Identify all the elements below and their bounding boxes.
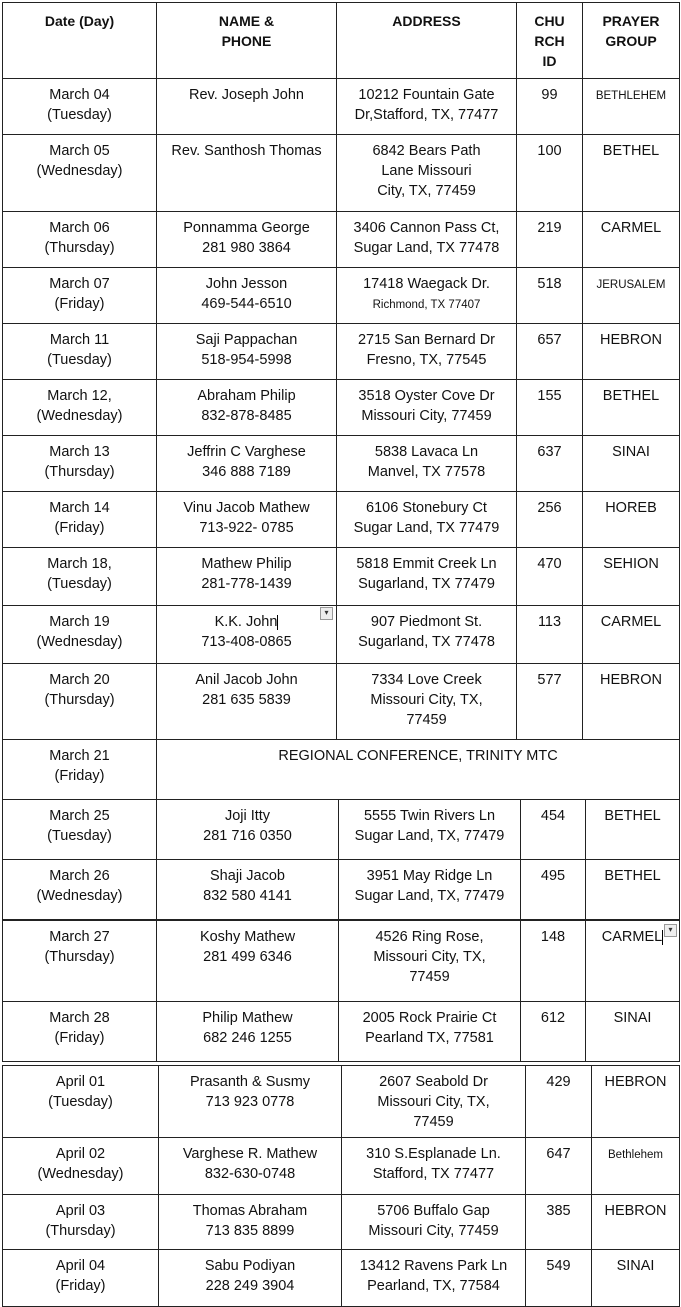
date-cell: March 26 (Wednesday) <box>3 860 157 920</box>
name-phone-cell: Anil Jacob John 281 635 5839 <box>157 664 337 740</box>
name-phone-cell: John Jesson 469-544-6510 <box>157 268 337 324</box>
church-id-cell: 429 <box>526 1066 592 1138</box>
name-phone-cell: Sabu Podiyan 228 249 3904 <box>159 1250 342 1307</box>
prayer-group-cell: BETHLEHEM <box>583 79 680 135</box>
church-id-cell: 657 <box>517 324 583 380</box>
prayer-group-cell: HOREB <box>583 492 680 548</box>
table-row <box>3 1195 680 1250</box>
prayer-group-cell: HEBRON <box>583 664 680 740</box>
address-cell: 3951 May Ridge Ln Sugar Land, TX, 77479 <box>339 860 521 920</box>
church-id-cell: 495 <box>521 860 586 920</box>
prayer-group-cell: Bethlehem <box>592 1138 680 1195</box>
address-cell: 5706 Buffalo Gap Missouri City, 77459 <box>342 1195 526 1250</box>
name-phone-cell: Prasanth & Susmy 713 923 0778 <box>159 1066 342 1138</box>
prayer-group-cell: SINAI <box>586 1002 680 1062</box>
table-row <box>3 1066 680 1138</box>
name-phone-cell: Varghese R. Mathew 832-630-0748 <box>159 1138 342 1195</box>
name-phone-cell: Thomas Abraham 713 835 8899 <box>159 1195 342 1250</box>
prayer-group-cell: CARMEL <box>583 212 680 268</box>
name-phone-cell: Rev. Santhosh Thomas <box>157 135 337 212</box>
church-id-cell: 454 <box>521 800 586 860</box>
prayer-group-cell: CARMEL <box>583 606 680 664</box>
table-row <box>3 548 680 606</box>
name-phone-cell: Shaji Jacob 832 580 4141 <box>157 860 339 920</box>
address-cell: 6106 Stonebury Ct Sugar Land, TX 77479 <box>337 492 517 548</box>
table-row <box>3 135 680 212</box>
prayer-group-cell: JERUSALEM <box>583 268 680 324</box>
name-phone-cell: K.K. John 713-408-0865 <box>157 606 337 664</box>
table-row <box>3 324 680 380</box>
header-date: Date (Day) <box>3 3 157 79</box>
date-cell: March 19 (Wednesday) <box>3 606 157 664</box>
address-cell: 3406 Cannon Pass Ct, Sugar Land, TX 77478 <box>337 212 517 268</box>
church-id-cell: 637 <box>517 436 583 492</box>
schedule-table-1 <box>2 2 680 740</box>
address-cell: 5818 Emmit Creek Ln Sugarland, TX 77479 <box>337 548 517 606</box>
name-phone-cell: Rev. Joseph John <box>157 79 337 135</box>
address-cell: 2005 Rock Prairie Ct Pearland TX, 77581 <box>339 1002 521 1062</box>
address-cell: 5838 Lavaca Ln Manvel, TX 77578 <box>337 436 517 492</box>
schedule-table-4 <box>2 1065 680 1307</box>
table-row <box>3 860 680 920</box>
address-cell: 6842 Bears Path Lane Missouri City, TX, 77459 <box>337 135 517 212</box>
table-row <box>3 1138 680 1195</box>
prayer-group-cell: HEBRON <box>592 1066 680 1138</box>
header-name-phone: NAME & PHONE <box>157 3 337 79</box>
date-cell: March 06 (Thursday) <box>3 212 157 268</box>
name-phone-cell: Abraham Philip 832-878-8485 <box>157 380 337 436</box>
table-row <box>3 436 680 492</box>
date-cell: March 07 (Friday) <box>3 268 157 324</box>
name-phone-cell: Vinu Jacob Mathew 713-922- 0785 <box>157 492 337 548</box>
church-id-cell: 99 <box>517 79 583 135</box>
church-id-cell: 148 <box>521 921 586 1002</box>
date-cell: April 03 (Thursday) <box>3 1195 159 1250</box>
table-row <box>3 1002 680 1062</box>
table-row <box>3 606 680 664</box>
name-phone-cell: Saji Pappachan 518-954-5998 <box>157 324 337 380</box>
table-row <box>3 1250 680 1307</box>
date-cell: March 04 (Tuesday) <box>3 79 157 135</box>
prayer-group-cell: SINAI <box>592 1250 680 1307</box>
table-row <box>3 380 680 436</box>
name-phone-cell: Mathew Philip 281-778-1439 <box>157 548 337 606</box>
address-cell: 310 S.Esplanade Ln. Stafford, TX 77477 <box>342 1138 526 1195</box>
header-prayer-group: PRAYER GROUP <box>583 3 680 79</box>
date-cell: March 14 (Friday) <box>3 492 157 548</box>
dropdown-arrow-icon[interactable]: ▾ <box>664 924 677 937</box>
table-row <box>3 800 680 860</box>
address-cell: 5555 Twin Rivers Ln Sugar Land, TX, 77479 <box>339 800 521 860</box>
address-cell: 3518 Oyster Cove Dr Missouri City, 77459 <box>337 380 517 436</box>
name-phone-cell: Koshy Mathew 281 499 6346 <box>157 921 339 1002</box>
church-id-cell: 113 <box>517 606 583 664</box>
prayer-group-cell: HEBRON <box>592 1195 680 1250</box>
date-cell: March 27 (Thursday) <box>3 921 157 1002</box>
table-row <box>3 492 680 548</box>
church-id-cell: 549 <box>526 1250 592 1307</box>
prayer-group-cell: BETHEL <box>586 800 680 860</box>
prayer-group-cell: BETHEL <box>583 380 680 436</box>
church-id-cell: 577 <box>517 664 583 740</box>
prayer-group-cell: BETHEL <box>586 860 680 920</box>
conference-cell: REGIONAL CONFERENCE, TRINITY MTC <box>157 740 680 800</box>
dropdown-arrow-icon[interactable]: ▾ <box>320 607 333 620</box>
church-id-cell: 518 <box>517 268 583 324</box>
address-cell: 4526 Ring Rose, Missouri City, TX, 77459 <box>339 921 521 1002</box>
header-row <box>3 3 680 79</box>
prayer-group-cell: BETHEL <box>583 135 680 212</box>
church-id-cell: 647 <box>526 1138 592 1195</box>
schedule-table-3 <box>2 920 680 1062</box>
date-cell: March 11 (Tuesday) <box>3 324 157 380</box>
church-id-cell: 470 <box>517 548 583 606</box>
church-id-cell: 100 <box>517 135 583 212</box>
date-cell: March 13 (Thursday) <box>3 436 157 492</box>
header-church-id: CHU RCH ID <box>517 3 583 79</box>
prayer-group-cell: SEHION <box>583 548 680 606</box>
table-row <box>3 268 680 324</box>
church-id-cell: 385 <box>526 1195 592 1250</box>
schedule-table-2 <box>2 739 680 920</box>
church-id-cell: 612 <box>521 1002 586 1062</box>
date-cell: March 21 (Friday) <box>3 740 157 800</box>
address-cell: 7334 Love Creek Missouri City, TX, 77459 <box>337 664 517 740</box>
date-cell: April 04 (Friday) <box>3 1250 159 1307</box>
date-cell: March 28 (Friday) <box>3 1002 157 1062</box>
date-cell: March 20 (Thursday) <box>3 664 157 740</box>
table-row <box>3 664 680 740</box>
address-cell: 10212 Fountain Gate Dr,Stafford, TX, 77477 <box>337 79 517 135</box>
date-cell: March 25 (Tuesday) <box>3 800 157 860</box>
name-phone-cell: Joji Itty 281 716 0350 <box>157 800 339 860</box>
date-cell: April 01 (Tuesday) <box>3 1066 159 1138</box>
address-cell: 2715 San Bernard Dr Fresno, TX, 77545 <box>337 324 517 380</box>
prayer-group-cell: CARMEL <box>586 921 680 1002</box>
address-cell: 17418 Waegack Dr. Richmond, TX 77407 <box>337 268 517 324</box>
date-cell: April 02 (Wednesday) <box>3 1138 159 1195</box>
date-cell: March 12, (Wednesday) <box>3 380 157 436</box>
table-row <box>3 79 680 135</box>
name-phone-cell: Philip Mathew 682 246 1255 <box>157 1002 339 1062</box>
header-address: ADDRESS <box>337 3 517 79</box>
address-cell: 13412 Ravens Park Ln Pearland, TX, 77584 <box>342 1250 526 1307</box>
prayer-group-cell: SINAI <box>583 436 680 492</box>
church-id-cell: 219 <box>517 212 583 268</box>
conference-row <box>3 740 680 800</box>
table-row <box>3 921 680 1002</box>
church-id-cell: 256 <box>517 492 583 548</box>
date-cell: March 18, (Tuesday) <box>3 548 157 606</box>
church-id-cell: 155 <box>517 380 583 436</box>
prayer-group-cell: HEBRON <box>583 324 680 380</box>
table-row <box>3 212 680 268</box>
date-cell: March 05 (Wednesday) <box>3 135 157 212</box>
address-cell: 907 Piedmont St. Sugarland, TX 77478 <box>337 606 517 664</box>
name-phone-cell: Jeffrin C Varghese 346 888 7189 <box>157 436 337 492</box>
address-cell: 2607 Seabold Dr Missouri City, TX, 77459 <box>342 1066 526 1138</box>
name-phone-cell: Ponnamma George 281 980 3864 <box>157 212 337 268</box>
